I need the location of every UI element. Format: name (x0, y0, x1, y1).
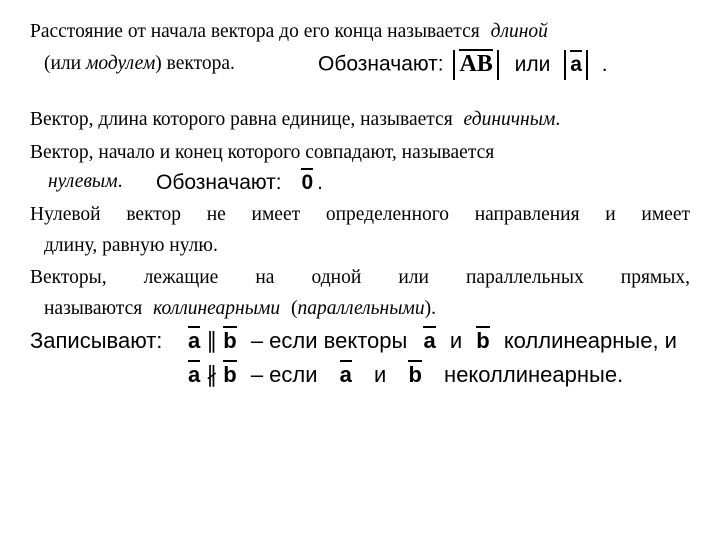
p4-line1 (30, 203, 690, 227)
p1-term-modulus: модулем (85, 53, 156, 74)
p1-line1 (30, 20, 548, 44)
p3-notation (156, 170, 323, 196)
p5-text-a: называются (44, 298, 143, 319)
row2-vector-a2: a (339, 362, 352, 387)
abs-bar-left (453, 50, 455, 80)
vector-AB: AB (459, 50, 493, 77)
p1-notation (318, 50, 608, 80)
p5-line2 (44, 297, 436, 321)
p3-text: Вектор, начало и конец которого совпадают, называется (30, 142, 495, 163)
p1-end-dot: . (601, 52, 608, 76)
parallel-symbol: ∥ (206, 329, 218, 354)
p3-end: . (317, 171, 323, 194)
p1-text-b: ) вектора. (155, 53, 235, 74)
row1-vector-a: a (188, 328, 201, 353)
p5-paren-close: ). (424, 298, 436, 319)
row2-tail: неколлинеарные. (444, 362, 624, 387)
row1-and: и (449, 328, 463, 353)
p5-line1-text: Векторы, лежащие на одной или параллельных прямых, (30, 267, 690, 288)
p3-notation-label: Обозначают: (156, 171, 282, 194)
abs-bar-right (497, 50, 499, 80)
row2-vector-b: b (223, 362, 237, 387)
abs-bar-right-a (586, 50, 588, 80)
zero-vector: 0 (301, 171, 314, 194)
not-parallel-symbol: ∦ (206, 363, 218, 388)
notation-label: Записывают: (30, 328, 163, 353)
p5-line1 (30, 266, 690, 290)
p5-term-collinear: коллинеарными (153, 298, 281, 319)
abs-bar-left-a (564, 50, 566, 80)
p4-line2 (44, 234, 218, 258)
row2-vector-b2: b (408, 362, 422, 387)
p5-paren-open: ( (291, 298, 298, 319)
p1-text-a: Расстояние от начала вектора до его конца называется (30, 21, 480, 42)
p1-line2 (44, 52, 235, 76)
p3-line1 (30, 141, 494, 165)
p1-or: или (514, 52, 551, 76)
p5-term-parallel: параллельными (297, 298, 425, 319)
row1-vector-b: b (223, 328, 237, 353)
p1-open-paren: (или (44, 53, 82, 74)
p4-line1-text: Нулевой вектор не имеет определенного направления и имеет (30, 204, 690, 225)
row1-vector-b2: b (476, 328, 490, 353)
notation-row1 (188, 328, 677, 355)
p1-term-length: длиной (490, 21, 548, 42)
p2-term-unit: единичным (463, 109, 556, 130)
p3-dot: . (117, 171, 123, 192)
p3-line2 (48, 170, 122, 194)
row1-vector-a2: a (423, 328, 436, 353)
row1-tail: коллинеарные, и (503, 328, 677, 353)
row1-text: – если векторы (250, 328, 408, 353)
p1-notation-label: Обозначают: (318, 52, 444, 76)
row2-and: и (374, 362, 387, 387)
row2-text: – если (250, 362, 318, 387)
p2-end: . (555, 109, 561, 130)
row2-vector-a: a (188, 362, 201, 387)
p2-text: Вектор, длина которого равна единице, называется (30, 109, 453, 130)
notation-row2 (188, 362, 623, 389)
p2-line (30, 108, 560, 132)
p3-term-zero: нулевым (48, 171, 118, 192)
p4-line2-text: длину, равную нулю. (44, 235, 218, 256)
vector-a: a (570, 52, 582, 76)
